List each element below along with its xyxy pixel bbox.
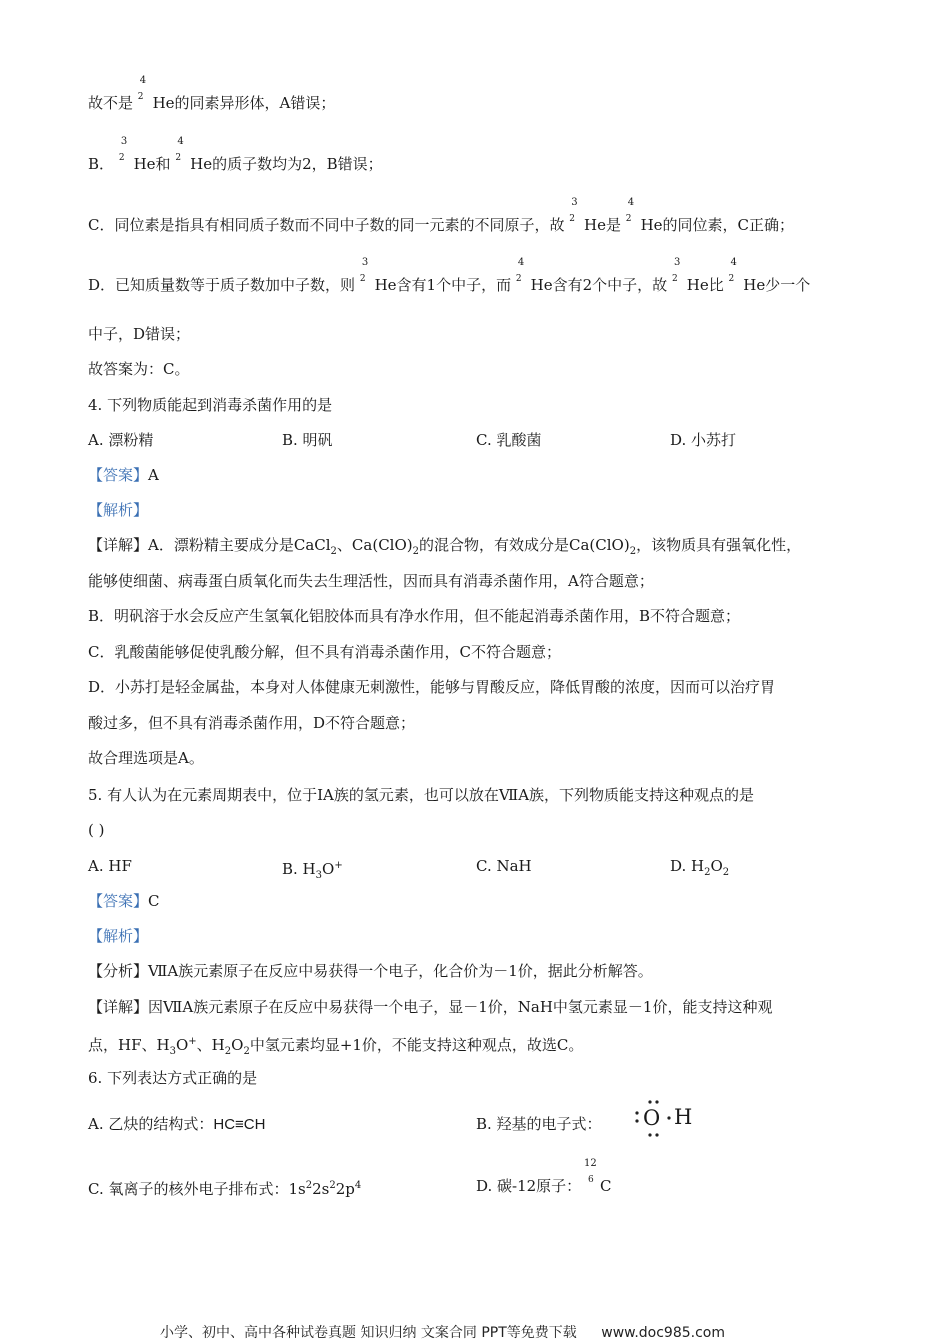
text: 2p — [335, 1180, 355, 1198]
q5-analysis-tag: 【解析】 — [88, 927, 149, 945]
atomic-number: 2 — [359, 274, 366, 284]
mass-number: 4 — [730, 257, 737, 268]
q5-answer — [88, 890, 160, 912]
q4-option-c: C. 乳酸菌 — [476, 431, 542, 449]
q5-detail-line — [88, 996, 772, 1018]
q5-option-a: A. HF — [88, 857, 132, 875]
subscript: 2 — [224, 1046, 232, 1057]
detail-tag: 【详解】 — [88, 536, 149, 554]
q6-option-c — [88, 1175, 361, 1200]
q5-option-b — [282, 855, 343, 887]
text: ，该物质具有强氧化性， — [636, 536, 802, 554]
answer-paren: ( ) — [88, 821, 105, 839]
text: 、Ca(ClO) — [336, 536, 413, 554]
isotope-he4 — [515, 257, 526, 296]
q4-detail-line — [88, 534, 801, 563]
mass-number: 3 — [120, 136, 128, 147]
text-line — [88, 257, 811, 296]
q5-analysis-line — [88, 960, 653, 982]
text: 因ⅦA族元素原子在反应中易获得一个电子，显－1价，NaH中氢元素显－1价，能支持这种观 — [148, 998, 773, 1016]
detail-tag: 【详解】 — [88, 998, 149, 1016]
mass-number: 3 — [673, 257, 681, 268]
text: B. 羟基的电子式： — [476, 1115, 602, 1133]
subscript: 3 — [169, 1046, 176, 1057]
mass-number: 4 — [517, 257, 525, 268]
q4-analysis-tag: 【解析】 — [88, 501, 149, 519]
q6-option-d — [476, 1158, 612, 1197]
text: O — [175, 1036, 189, 1054]
text: He比 — [686, 276, 724, 294]
text: A. 乙炔的结构式： — [88, 1115, 214, 1133]
element-symbol: C — [599, 1177, 612, 1195]
footer-url[interactable]: www.doc985.com — [601, 1325, 725, 1341]
isotope-he4 — [728, 257, 739, 296]
q6-option-a — [88, 1113, 265, 1136]
atomic-number: 2 — [671, 274, 678, 284]
subscript: 3 — [315, 870, 323, 881]
text: He含有2个中子，故 — [530, 276, 668, 294]
subscript: 2 — [330, 546, 337, 557]
oxygen-symbol: O — [643, 1106, 661, 1130]
mass-number: 3 — [361, 257, 369, 268]
text: He是 — [584, 216, 622, 234]
text: 点，HF、H — [88, 1036, 170, 1054]
text: He的同位素，C正确； — [640, 216, 795, 234]
text: 的混合物，有效成分是Ca(ClO) — [419, 536, 630, 554]
q4-option-d: D. 小苏打 — [670, 431, 737, 449]
answer-value: C — [148, 892, 160, 910]
analysis-sub-tag: 【分析】 — [88, 962, 149, 980]
atomic-number: 6 — [587, 1175, 594, 1185]
isotope-he3 — [118, 136, 129, 175]
q5-detail-line — [88, 1031, 583, 1063]
footer-text: 小学、初中、高中各种试卷真题 知识归纳 文案合同 PPT等免费下载 — [160, 1325, 577, 1341]
atomic-number: 2 — [728, 274, 735, 284]
atomic-number: 2 — [515, 274, 522, 284]
q4-option-a: A. 漂粉精 — [88, 431, 154, 449]
atomic-number: 2 — [118, 153, 125, 163]
atomic-number: 2 — [175, 153, 182, 163]
text: 故不是 — [88, 94, 134, 112]
mass-number: 4 — [139, 75, 147, 86]
q4-detail-line: 能够使细菌、病毒蛋白质氧化而失去生理活性，因而具有消毒杀菌作用，A符合题意； — [88, 572, 654, 590]
mass-number: 3 — [571, 197, 578, 208]
question-4-stem: 4. 下列物质能起到消毒杀菌作用的是 — [88, 396, 333, 414]
isotope-he4 — [175, 136, 185, 175]
formula: HC≡CH — [213, 1116, 266, 1133]
hydroxyl-lewis-structure — [630, 1098, 700, 1140]
isotope-he3 — [671, 257, 682, 296]
text: O — [710, 857, 723, 875]
superscript: 4 — [354, 1180, 362, 1191]
atomic-number: 2 — [625, 214, 632, 224]
text: 中氢元素均显+1价，不能支持这种观点，故选C。 — [249, 1036, 584, 1054]
q6-option-b — [476, 1113, 602, 1135]
text: C．同位素是指具有相同质子数而不同中子数的同一元素的不同原子，故 — [88, 216, 565, 234]
q5-option-d — [670, 855, 729, 884]
text-line: 故答案为：C。 — [88, 360, 190, 378]
text: C. 氧离子的核外电子排布式： — [88, 1180, 289, 1198]
text: ⅦA族元素原子在反应中易获得一个电子，化合价为－1价，据此分析解答。 — [148, 962, 653, 980]
atomic-number: 2 — [137, 92, 144, 102]
isotope-he4 — [625, 197, 636, 236]
text-line: 中子，D错误； — [88, 325, 191, 343]
superscript: + — [188, 1036, 197, 1047]
q4-detail-line: B．明矾溶于水会反应产生氢氧化铝胶体而具有净水作用，但不能起消毒杀菌作用，B不符合题意； — [88, 607, 741, 625]
text-line — [88, 136, 383, 175]
text: 1s — [288, 1180, 306, 1198]
text: A．漂粉精主要成分是CaCl — [148, 536, 331, 554]
q4-detail-line: D．小苏打是轻金属盐，本身对人体健康无刺激性，能够与胃酸反应，降低胃酸的浓度，因而可以治疗胃 — [88, 678, 776, 696]
subscript: 2 — [243, 1046, 250, 1057]
mass-number: 4 — [627, 197, 635, 208]
isotope-he3 — [569, 197, 579, 236]
q5-option-c: C. NaH — [476, 857, 532, 875]
question-6-stem: 6. 下列表达方式正确的是 — [88, 1069, 258, 1087]
question-5-stem: 5. 有人认为在元素周期表中，位于ⅠA族的氢元素，也可以放在ⅦA族，下列物质能支持这种观点的是 — [88, 786, 755, 804]
text: He含有1个中子，而 — [374, 276, 512, 294]
text: He少一个 — [743, 276, 811, 294]
superscript: + — [334, 860, 343, 871]
q4-detail-line: 故合理选项是A。 — [88, 749, 204, 767]
text: D. H — [670, 857, 705, 875]
text: He的质子数均为2，B错误； — [190, 155, 383, 173]
text: O — [322, 860, 335, 878]
subscript: 2 — [412, 546, 419, 557]
text: 、H — [196, 1036, 225, 1054]
isotope-he4 — [137, 75, 148, 114]
text: B． — [88, 155, 115, 173]
text: D．已知质量数等于质子数加中子数，则 — [88, 276, 356, 294]
mass-number: 12 — [583, 1158, 597, 1169]
q4-detail-line: 酸过多，但不具有消毒杀菌作用，D不符合题意； — [88, 714, 416, 732]
superscript: 2 — [329, 1180, 336, 1191]
answer-value: A — [148, 466, 159, 484]
page-footer — [160, 1322, 725, 1342]
atomic-number: 2 — [569, 214, 575, 224]
text: He和 — [133, 155, 171, 173]
q4-option-b: B. 明矾 — [282, 431, 333, 449]
text: O — [231, 1036, 244, 1054]
mass-number: 4 — [177, 136, 184, 147]
q4-answer — [88, 464, 159, 486]
isotope-c12 — [583, 1158, 600, 1197]
q4-detail-line: C．乳酸菌能够促使乳酸分解，但不具有消毒杀菌作用，C不符合题意； — [88, 643, 561, 661]
answer-tag: 【答案】 — [88, 892, 149, 910]
text: B. H — [282, 860, 316, 878]
text: D. 碳-12原子： — [476, 1177, 582, 1195]
isotope-he3 — [359, 257, 370, 296]
superscript: 2 — [305, 1180, 313, 1191]
subscript: 2 — [704, 867, 711, 878]
text: 2s — [312, 1180, 330, 1198]
subscript: 2 — [629, 546, 637, 557]
subscript: 2 — [722, 867, 730, 878]
answer-tag: 【答案】 — [88, 466, 149, 484]
text-line — [88, 197, 795, 236]
text: He的同素异形体，A错误； — [152, 94, 336, 112]
hydrogen-symbol: H — [674, 1105, 693, 1129]
text-line — [88, 75, 336, 114]
